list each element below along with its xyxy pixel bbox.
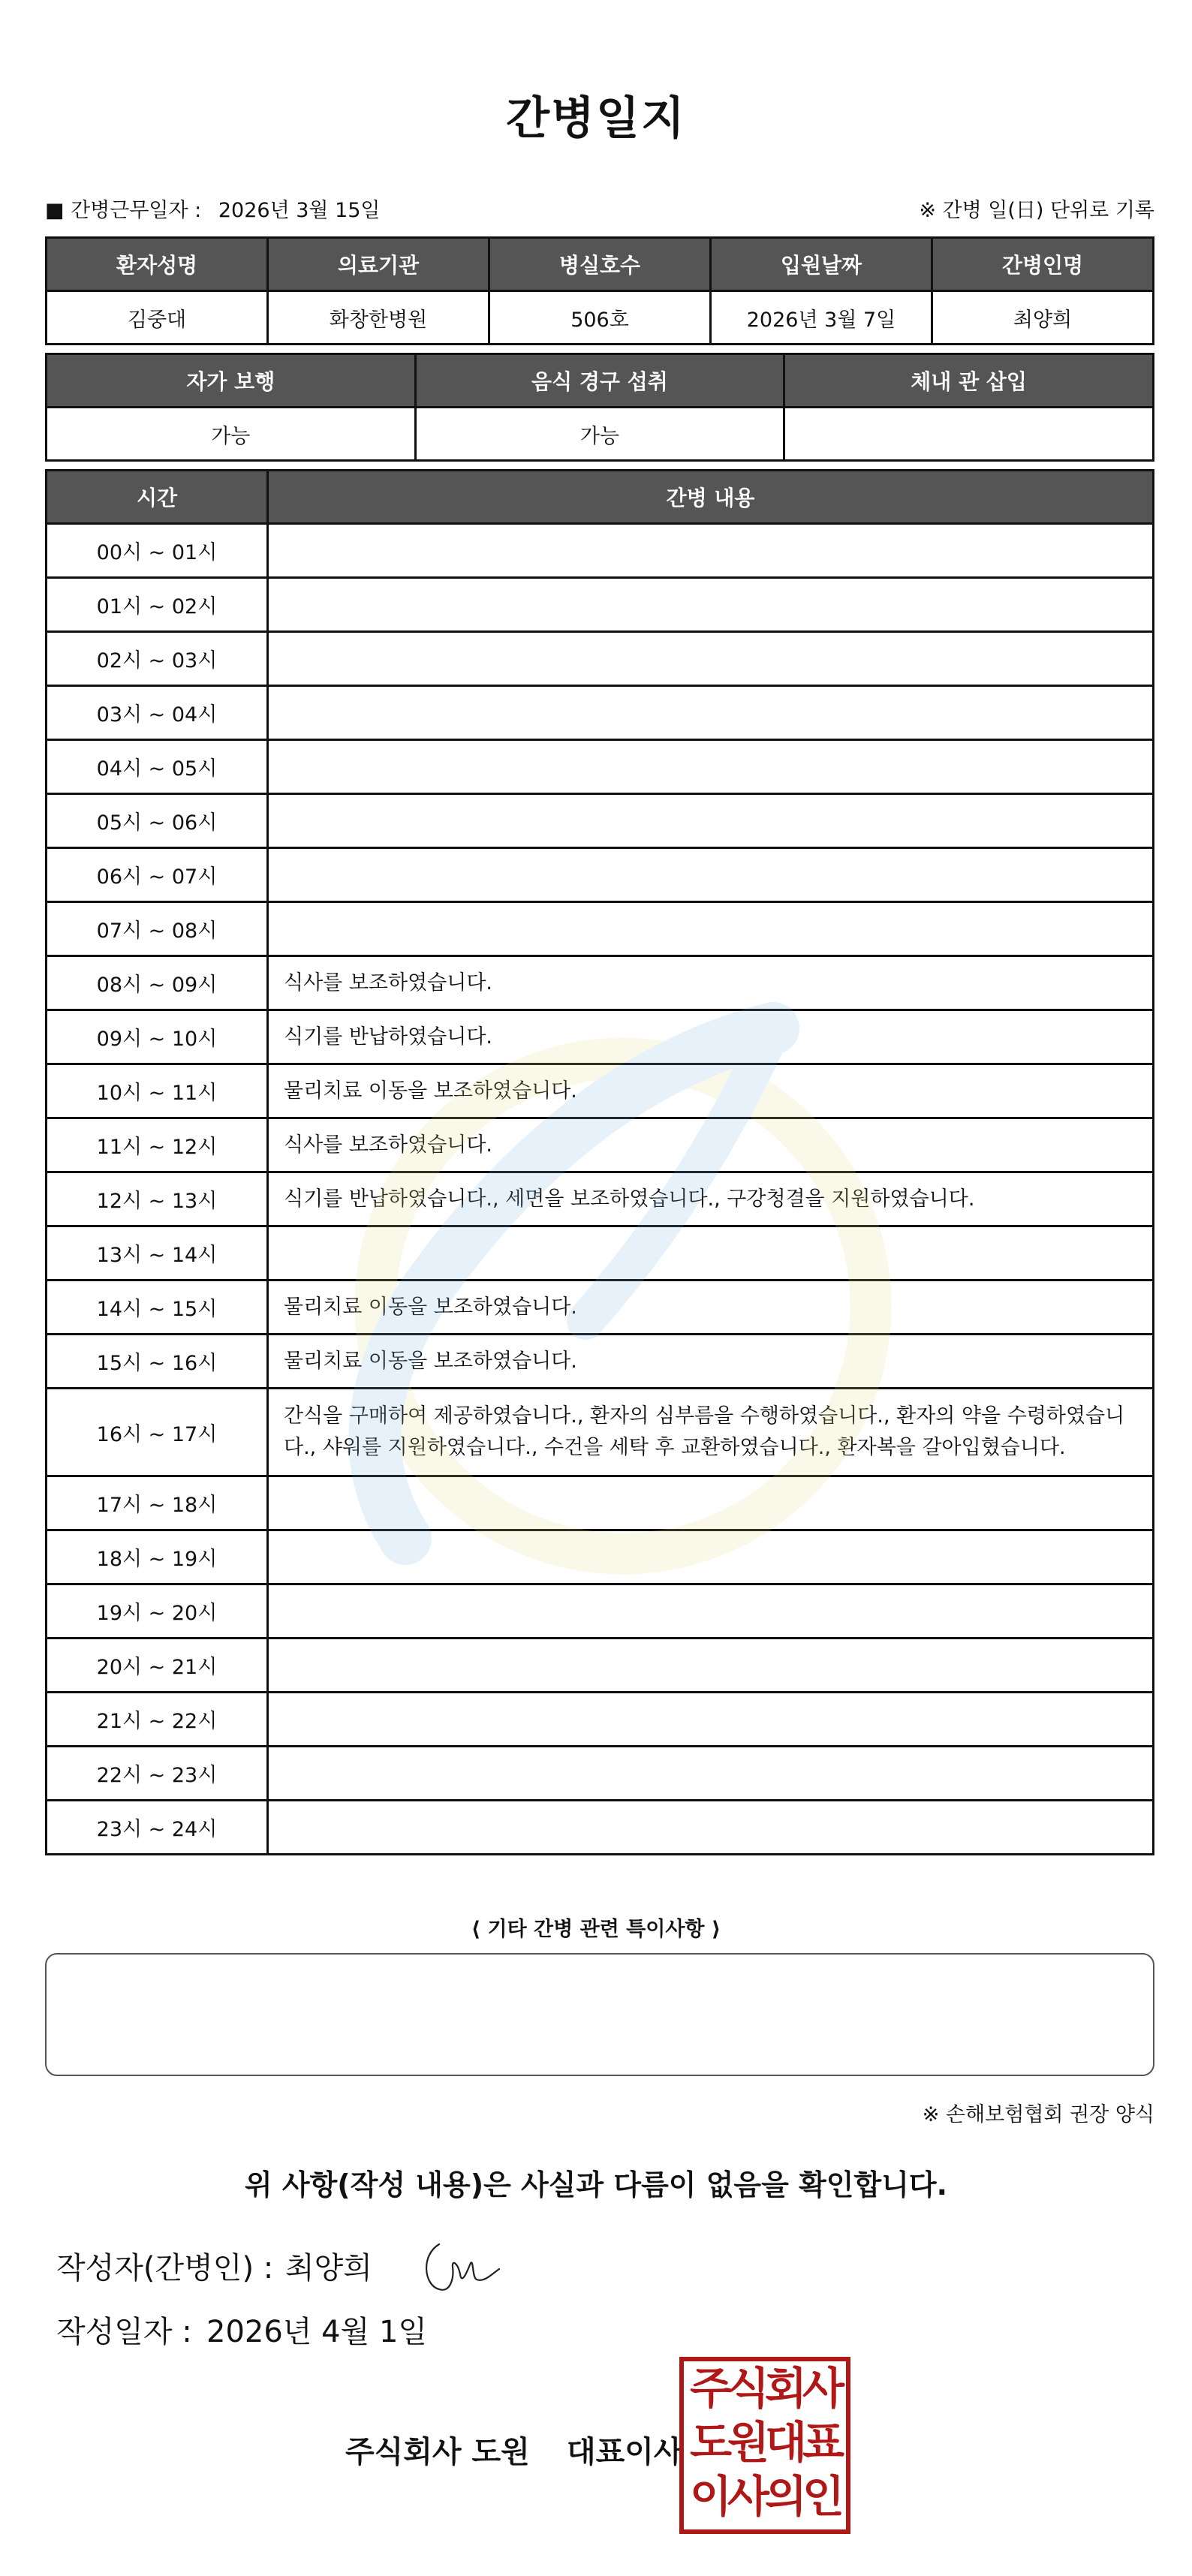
time-slot: 10시 ~ 11시	[47, 1064, 268, 1118]
care-log-header-row	[47, 471, 1154, 524]
time-slot: 11시 ~ 12시	[47, 1118, 268, 1172]
care-log-row	[47, 1639, 1154, 1693]
care-content	[268, 1801, 1154, 1855]
time-slot: 03시 ~ 04시	[47, 686, 268, 740]
work-date-label: ■ 간병근무일자 :	[45, 199, 202, 222]
work-date-value: 2026년 3월 15일	[218, 199, 381, 222]
special-notes-box	[45, 1953, 1154, 2076]
hospital-name: 화창한병원	[268, 291, 489, 345]
time-slot: 12시 ~ 13시	[47, 1172, 268, 1226]
care-content	[268, 1226, 1154, 1280]
header-hospital: 의료기관	[268, 238, 489, 291]
patient-name: 김중대	[47, 291, 268, 345]
care-log-table	[45, 469, 1154, 1855]
patient-info-value-row	[47, 291, 1154, 345]
care-log-row	[47, 902, 1154, 956]
time-slot: 13시 ~ 14시	[47, 1226, 268, 1280]
admission-date: 2026년 3월 7일	[711, 291, 932, 345]
care-content	[268, 1584, 1154, 1639]
care-log-row	[47, 1010, 1154, 1064]
care-content: 물리치료 이동을 보조하였습니다.	[268, 1335, 1154, 1389]
time-slot: 18시 ~ 19시	[47, 1530, 268, 1584]
caregiver-name: 최양희	[932, 291, 1154, 345]
signature	[417, 2233, 507, 2301]
care-log-row	[47, 1335, 1154, 1389]
care-content	[268, 740, 1154, 794]
care-content	[268, 902, 1154, 956]
care-log-row	[47, 1747, 1154, 1801]
tube-insertion-value	[784, 408, 1154, 461]
care-log-row	[47, 632, 1154, 686]
care-content: 물리치료 이동을 보조하였습니다.	[268, 1280, 1154, 1335]
time-slot: 16시 ~ 17시	[47, 1389, 268, 1476]
written-date-label: 작성일자 :	[56, 2315, 192, 2349]
care-content: 식기를 반납하였습니다., 세면을 보조하였습니다., 구강청결을 지원하였습니다.	[268, 1172, 1154, 1226]
care-log-row	[47, 740, 1154, 794]
care-content	[268, 1693, 1154, 1747]
confirmation-statement: 위 사항(작성 내용)은 사실과 다름이 없음을 확인합니다.	[244, 2168, 948, 2201]
care-content: 식사를 보조하였습니다.	[268, 956, 1154, 1010]
time-slot: 08시 ~ 09시	[47, 956, 268, 1010]
header-patient-name: 환자성명	[47, 238, 268, 291]
header-room: 병실호수	[489, 238, 711, 291]
care-content	[268, 686, 1154, 740]
header-caregiver-name: 간병인명	[932, 238, 1154, 291]
time-slot: 20시 ~ 21시	[47, 1639, 268, 1693]
company-name: 주식회사 도원	[345, 2435, 530, 2469]
header-tube-insertion: 체내 관 삽입	[784, 354, 1154, 408]
time-slot: 19시 ~ 20시	[47, 1584, 268, 1639]
care-log-row	[47, 686, 1154, 740]
patient-info-header-row	[47, 238, 1154, 291]
time-slot: 00시 ~ 01시	[47, 524, 268, 578]
care-log-row	[47, 1530, 1154, 1584]
form-recommendation-note: ※ 손해보험협회 권장 양식	[922, 2103, 1154, 2126]
status-header-row	[47, 354, 1154, 408]
unit-note: ※ 간병 일(日) 단위로 기록	[919, 199, 1154, 222]
care-content	[268, 524, 1154, 578]
care-content	[268, 1639, 1154, 1693]
header-oral-intake: 음식 경구 섭취	[415, 354, 784, 408]
care-content	[268, 848, 1154, 902]
care-log-row	[47, 578, 1154, 632]
care-content	[268, 1476, 1154, 1530]
time-slot: 21시 ~ 22시	[47, 1693, 268, 1747]
care-log-row	[47, 1118, 1154, 1172]
care-log-row	[47, 1172, 1154, 1226]
care-content	[268, 1530, 1154, 1584]
care-log-row	[47, 1476, 1154, 1530]
care-log-row	[47, 1064, 1154, 1118]
header-care-content: 간병 내용	[268, 471, 1154, 524]
header-time: 시간	[47, 471, 268, 524]
care-log-row	[47, 956, 1154, 1010]
time-slot: 22시 ~ 23시	[47, 1747, 268, 1801]
representative-title: 대표이사	[567, 2435, 683, 2469]
time-slot: 04시 ~ 05시	[47, 740, 268, 794]
seal-line: 이사의인	[689, 2471, 841, 2522]
care-log-row	[47, 1801, 1154, 1855]
oral-intake-value: 가능	[415, 408, 784, 461]
patient-status-table	[45, 353, 1154, 462]
time-slot: 09시 ~ 10시	[47, 1010, 268, 1064]
care-content: 물리치료 이동을 보조하였습니다.	[268, 1064, 1154, 1118]
care-content: 간식을 구매하여 제공하였습니다., 환자의 심부름을 수행하였습니다., 환자의 약을 수령하였습니다., 샤워를 지원하였습니다., 수건을 세탁 후 교환하였습니다., 환자복을 갈아입혔습니다.	[268, 1389, 1154, 1476]
care-content	[268, 578, 1154, 632]
care-log-row	[47, 1280, 1154, 1335]
care-content: 식기를 반납하였습니다.	[268, 1010, 1154, 1064]
time-slot: 15시 ~ 16시	[47, 1335, 268, 1389]
care-log-row	[47, 1693, 1154, 1747]
time-slot: 17시 ~ 18시	[47, 1476, 268, 1530]
time-slot: 23시 ~ 24시	[47, 1801, 268, 1855]
time-slot: 05시 ~ 06시	[47, 794, 268, 848]
care-log-row	[47, 1389, 1154, 1476]
writer-label: 작성자(간병인) :	[56, 2251, 274, 2286]
company-seal-stamp	[679, 2357, 850, 2534]
writer-name: 최양희	[285, 2251, 372, 2286]
care-content	[268, 1747, 1154, 1801]
time-slot: 14시 ~ 15시	[47, 1280, 268, 1335]
care-content: 식사를 보조하였습니다.	[268, 1118, 1154, 1172]
care-log-row	[47, 1584, 1154, 1639]
seal-line: 주식회사	[689, 2363, 841, 2414]
time-slot: 06시 ~ 07시	[47, 848, 268, 902]
header-self-walking: 자가 보행	[47, 354, 416, 408]
care-log-row	[47, 524, 1154, 578]
self-walking-value: 가능	[47, 408, 416, 461]
care-content	[268, 794, 1154, 848]
special-notes-label: ⟨ 기타 간병 관련 특이사항 ⟩	[471, 1918, 721, 1941]
page-title: 간병일지	[506, 92, 686, 145]
care-log-row	[47, 1226, 1154, 1280]
care-log-row	[47, 794, 1154, 848]
work-date	[45, 194, 381, 223]
written-date-value: 2026년 4월 1일	[206, 2315, 428, 2349]
time-slot: 02시 ~ 03시	[47, 632, 268, 686]
time-slot: 07시 ~ 08시	[47, 902, 268, 956]
room-number: 506호	[489, 291, 711, 345]
time-slot: 01시 ~ 02시	[47, 578, 268, 632]
seal-line: 도원대표	[689, 2417, 841, 2468]
status-value-row	[47, 408, 1154, 461]
patient-info-table	[45, 236, 1154, 345]
care-log-row	[47, 848, 1154, 902]
header-admission-date: 입원날짜	[711, 238, 932, 291]
care-content	[268, 632, 1154, 686]
